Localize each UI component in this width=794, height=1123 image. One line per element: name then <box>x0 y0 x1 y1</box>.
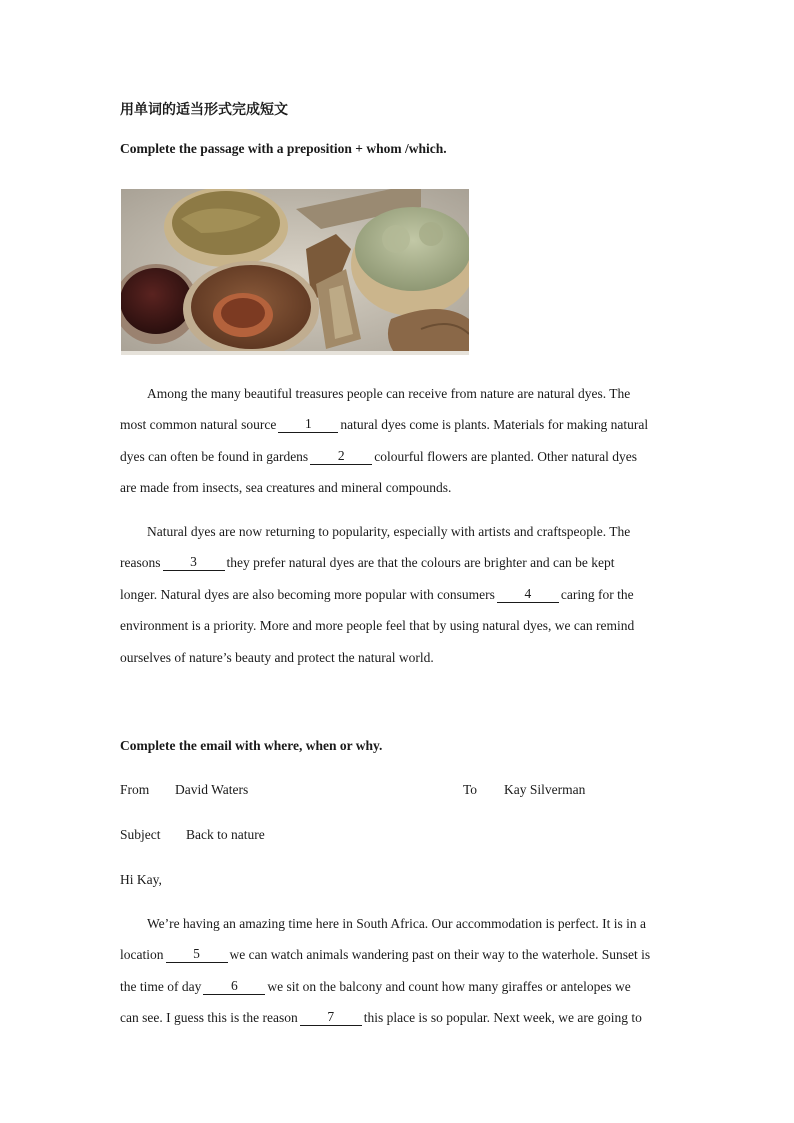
from-value: David Waters <box>175 782 249 797</box>
blank-7[interactable]: 7 <box>300 1010 362 1026</box>
passage-line <box>120 579 676 610</box>
passage-text: natural dyes come is plants. Materials for making natural <box>340 417 649 433</box>
email-text: we sit on the balcony and count how many giraffes or antelopes we <box>267 978 631 994</box>
natural-dyes-photo <box>121 189 469 355</box>
blank-4[interactable]: 4 <box>497 587 559 603</box>
email-text: can see. I guess this is the reason <box>120 1010 298 1026</box>
passage-line <box>120 441 676 472</box>
passage-paragraph-1 <box>120 378 676 504</box>
blank-5[interactable]: 5 <box>166 947 228 963</box>
email-line: We’re having an amazing time here in South Africa. Our accommodation is perfect. It is in a <box>147 916 646 931</box>
section1-instruction: Complete the passage with a preposition + whom /which. <box>120 141 447 156</box>
passage-text: dyes can often be found in gardens <box>120 448 309 464</box>
passage-text: longer. Natural dyes are also becoming more popular with consumers <box>120 586 495 602</box>
page-title: 用单词的适当形式完成短文 <box>120 102 288 118</box>
email-line <box>120 971 676 1002</box>
email-greeting: Hi Kay, <box>120 872 162 887</box>
email-text: this place is so popular. Next week, we are going to <box>363 1010 642 1026</box>
email-text: location <box>120 947 164 963</box>
blank-3[interactable]: 3 <box>163 555 225 571</box>
passage-text: reasons <box>120 555 161 571</box>
passage-line <box>120 547 676 578</box>
from-label: From <box>120 782 150 797</box>
passage-text: colourful flowers are planted. Other natural dyes <box>374 448 637 464</box>
passage-text: they prefer natural dyes are that the colours are brighter and can be kept <box>226 555 615 571</box>
passage-line: Natural dyes are now returning to popularity, especially with artists and craftspeople. The <box>147 524 631 539</box>
email-body <box>120 908 676 1034</box>
subject-label: Subject <box>120 827 161 842</box>
email-line <box>120 939 676 970</box>
passage-line: environment is a priority. More and more people feel that by using natural dyes, we can remind <box>120 618 635 634</box>
to-label: To <box>463 782 478 797</box>
blank-1[interactable]: 1 <box>278 417 338 433</box>
passage-paragraph-2 <box>120 516 676 673</box>
passage-text: most common natural source <box>120 417 277 433</box>
section2-instruction: Complete the email with where, when or why. <box>120 738 383 753</box>
passage-text: caring for the <box>560 586 634 602</box>
passage-line: ourselves of nature’s beauty and protect the natural world. <box>120 649 434 665</box>
passage-line: Among the many beautiful treasures people can receive from nature are natural dyes. The <box>147 386 631 401</box>
passage-line: are made from insects, sea creatures and mineral compounds. <box>120 480 452 496</box>
subject-value: Back to nature <box>186 827 265 842</box>
email-line <box>120 1002 676 1033</box>
to-value: Kay Silverman <box>504 782 586 797</box>
email-text: we can watch animals wandering past on their way to the waterhole. Sunset is <box>229 947 651 963</box>
blank-6[interactable]: 6 <box>203 979 265 995</box>
email-text: the time of day <box>120 978 202 994</box>
blank-2[interactable]: 2 <box>310 449 372 465</box>
passage-line <box>120 409 676 440</box>
